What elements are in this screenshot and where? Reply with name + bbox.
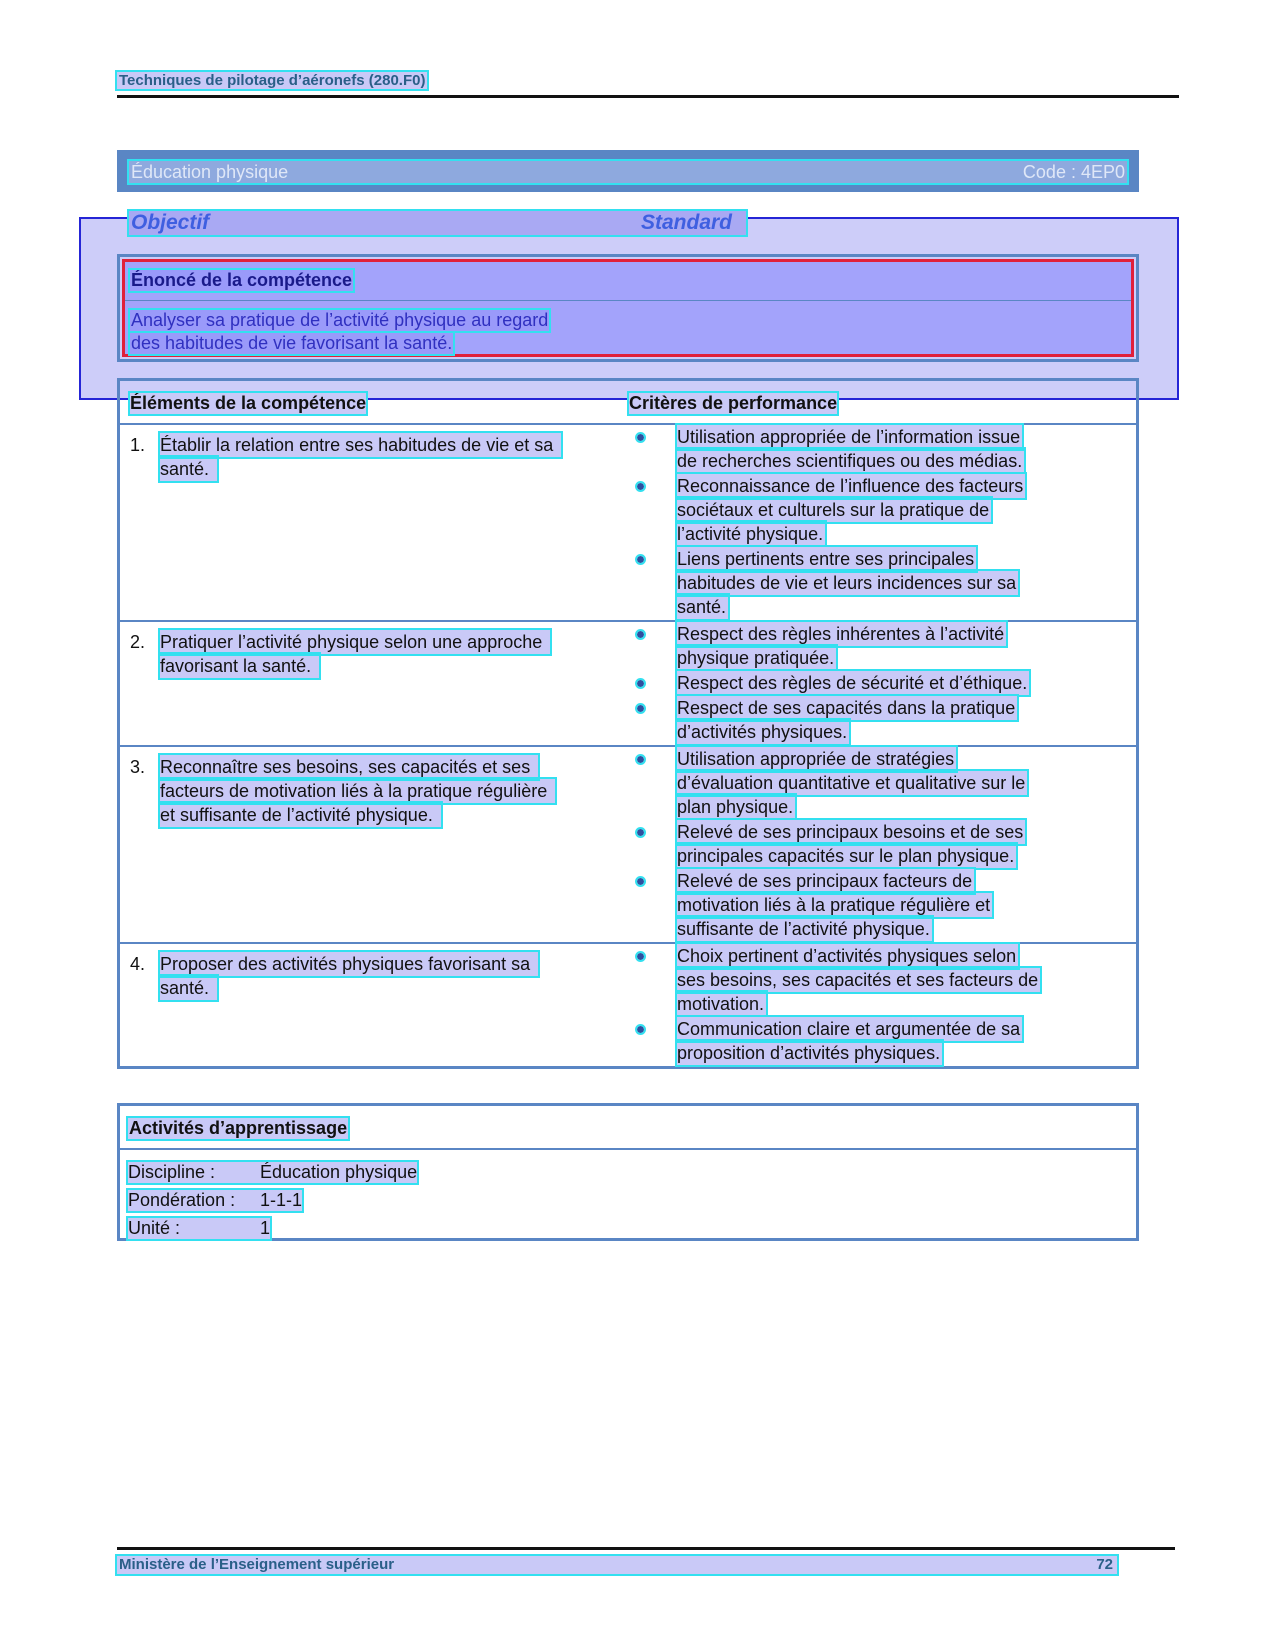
criterion-line: motivation liés à la pratique régulière et (677, 895, 991, 915)
criterion-line: l’activité physique. (677, 524, 824, 544)
criterion-line: suffisante de l’activité physique. (677, 919, 930, 939)
footer-rule (117, 1547, 1175, 1550)
element-number: 2. (130, 632, 146, 652)
criterion-line: de recherches scientifiques ou des médias. (677, 451, 1023, 471)
activites-box (117, 1103, 1139, 1241)
criterion (617, 944, 1136, 1016)
bullet-icon (637, 953, 644, 960)
course-code: Code : 4EP0 (1022, 162, 1125, 182)
element-line: Reconnaître ses besoins, ses capacités et ses (160, 755, 538, 779)
criterion-line: Utilisation appropriée de l’information issue (677, 427, 1021, 447)
bullet-icon (637, 680, 644, 687)
criterion-line: Reconnaissance de l’influence des facteurs (677, 476, 1024, 496)
criterion-line: proposition d’activités physiques. (677, 1043, 941, 1063)
activite-value: 1 (260, 1218, 271, 1238)
col-elements (119, 380, 618, 425)
element-line: favorisant la santé. (160, 654, 319, 678)
criterion-line: physique pratiquée. (677, 648, 835, 668)
criterion (617, 747, 1136, 819)
criterion (617, 425, 1136, 473)
header-rule (117, 95, 1179, 98)
criterion-line: Utilisation appropriée de stratégies (677, 749, 955, 769)
ministry-name: Ministère de l’Enseignement supérieur (119, 1556, 395, 1573)
criterion-line: sociétaux et culturels sur la pratique de (677, 500, 990, 520)
criterion-line: Relevé de ses principaux besoins et de ses (677, 822, 1024, 842)
bullet-icon (637, 556, 644, 563)
objectif-label: Objectif (131, 211, 210, 234)
objective-standard-row (129, 211, 746, 236)
criterion (617, 869, 1136, 941)
activite-row (128, 1218, 270, 1239)
element-number: 1. (130, 435, 146, 455)
enonce-line: des habitudes de vie favorisant la santé. (131, 333, 453, 353)
activite-row (128, 1190, 302, 1211)
criterion-line: d’évaluation quantitative et qualitative sur le (677, 773, 1026, 793)
element-line: Proposer des activités physiques favorisant sa (160, 952, 538, 976)
bullet-icon (637, 878, 644, 885)
col-criteres-label: Critères de performance (629, 393, 838, 413)
bullet-icon (637, 631, 644, 638)
col-elements-label: Éléments de la compétence (130, 393, 367, 413)
criterion (617, 474, 1136, 546)
criterion-line: Communication claire et argumentée de sa (677, 1019, 1021, 1039)
criterion (617, 671, 1136, 695)
bullet-icon (637, 829, 644, 836)
enonce-line: Analyser sa pratique de l’activité physique au regard (131, 310, 549, 330)
activite-key: Pondération : (128, 1190, 236, 1210)
activites-heading: Activités d’apprentissage (129, 1118, 348, 1138)
bullet-icon (637, 434, 644, 441)
course-name: Éducation physique (131, 162, 289, 182)
activite-value: Éducation physique (260, 1162, 418, 1182)
table-row (119, 746, 1138, 943)
criterion-line: Respect des règles de sécurité et d’éthique. (677, 673, 1028, 693)
bullet-icon (637, 1026, 644, 1033)
criterion-line: principales capacités sur le plan physique. (677, 846, 1015, 866)
element-line: Établir la relation entre ses habitudes de vie et sa (160, 433, 561, 457)
criterion (617, 622, 1136, 670)
activite-key: Unité : (128, 1218, 181, 1238)
criterion-line: Relevé de ses principaux facteurs de (677, 871, 973, 891)
program-title: Techniques de pilotage d’aéronefs (280.F0) (119, 72, 426, 89)
activite-key: Discipline : (128, 1162, 216, 1182)
table-row (119, 424, 1138, 621)
element-line: santé. (160, 457, 217, 481)
criterion (617, 1017, 1136, 1065)
criterion-line: plan physique. (677, 797, 794, 817)
criterion-line: motivation. (677, 994, 765, 1014)
criterion-line: Liens pertinents entre ses principales (677, 549, 975, 569)
standard-label: Standard (641, 211, 733, 234)
table-row (119, 621, 1138, 746)
criterion (617, 547, 1136, 619)
course-title-bar (117, 150, 1139, 192)
element-line: Pratiquer l’activité physique selon une approche (160, 630, 550, 654)
enonce-box (122, 259, 1134, 357)
element-number: 4. (130, 954, 146, 974)
criterion-line: Choix pertinent d’activités physiques selon (677, 946, 1017, 966)
bullet-icon (637, 483, 644, 490)
page-number: 72 (1096, 1556, 1113, 1573)
criterion (617, 696, 1136, 744)
criterion-line: santé. (677, 597, 727, 617)
bullet-icon (637, 756, 644, 763)
competence-table (117, 378, 1139, 1069)
criterion-line: Respect des règles inhérentes à l’activité (677, 624, 1005, 644)
criterion-line: ses besoins, ses capacités et ses facteurs de (677, 970, 1039, 990)
page-header (117, 72, 1179, 90)
criterion-line: habitudes de vie et leurs incidences sur sa (677, 573, 1017, 593)
page-footer (117, 1556, 1117, 1574)
bullet-icon (637, 705, 644, 712)
criterion-line: Respect de ses capacités dans la pratique (677, 698, 1016, 718)
enonce-heading: Énoncé de la compétence (131, 270, 353, 290)
activite-row (128, 1162, 417, 1183)
col-criteres (617, 380, 1138, 425)
element-line: facteurs de motivation liés à la pratique régulière (160, 779, 555, 803)
element-line: et suffisante de l’activité physique. (160, 803, 441, 827)
criterion-line: d’activités physiques. (677, 722, 848, 742)
table-row (119, 943, 1138, 1068)
element-number: 3. (130, 757, 146, 777)
element-line: santé. (160, 976, 217, 1000)
activite-value: 1-1-1 (260, 1190, 303, 1210)
criterion (617, 820, 1136, 868)
